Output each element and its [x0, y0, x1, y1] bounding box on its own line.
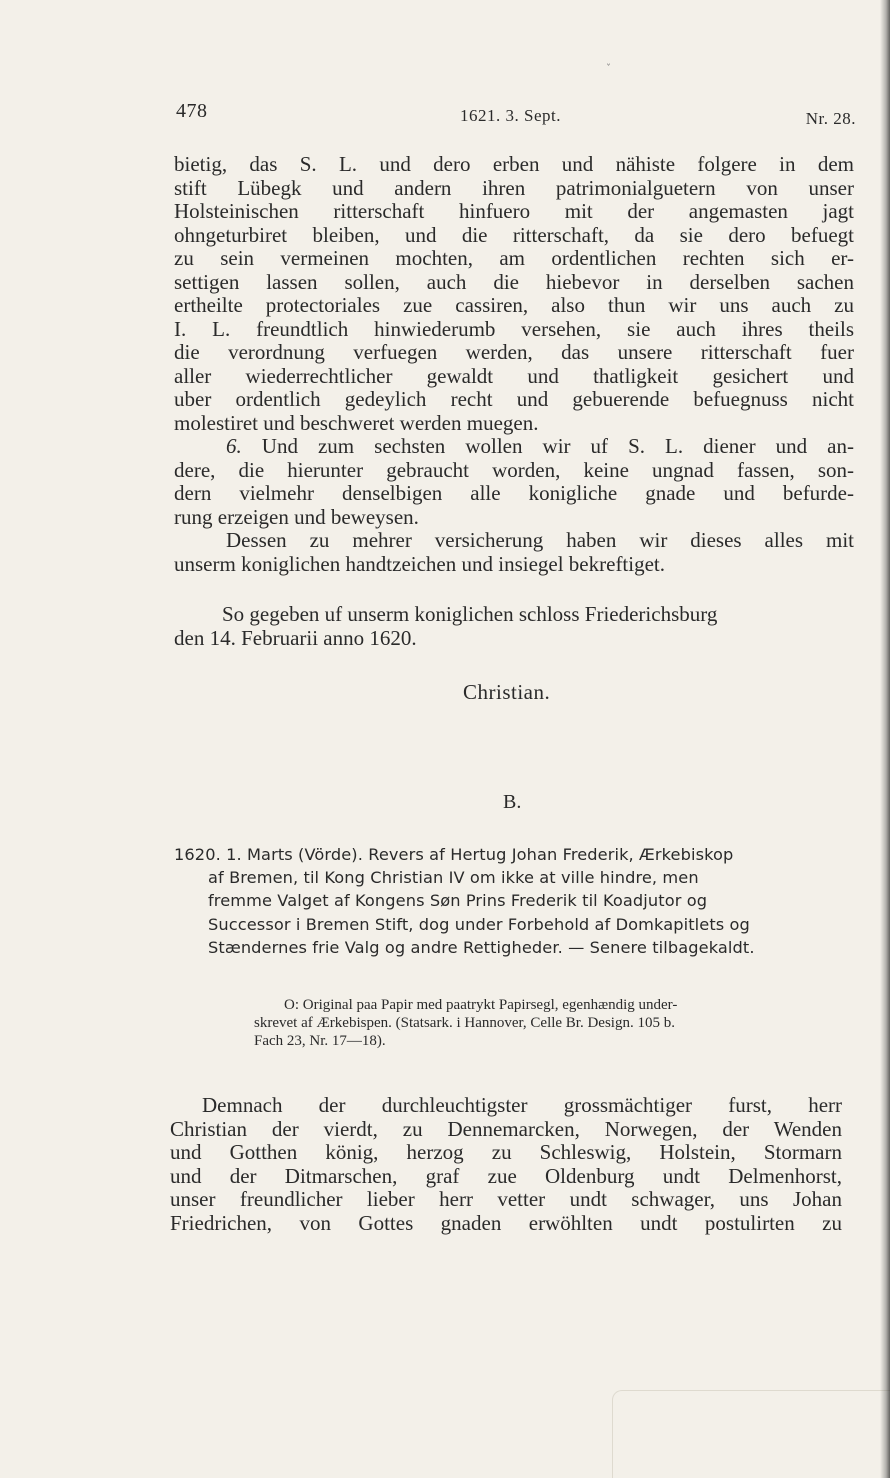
text-line: Demnach der durchleuchtigster grossmächtiger furst, herr — [202, 1093, 842, 1117]
regest-summary — [174, 843, 848, 959]
text-line: Friedrichen, von Gottes gnaden erwöhlten undt postulirten zu — [170, 1210, 842, 1235]
text-line: und Gotthen könig, herzog zu Schleswig, Holstein, Stormarn — [170, 1140, 842, 1165]
text-line: O: Original paa Papir med paatrykt Papirsegl, egenhændig under- — [284, 997, 678, 1013]
text-line: fremme Valget af Kongens Søn Prins Frederik til Koadjutor og — [208, 891, 708, 911]
document-number: Nr. 28. — [805, 109, 856, 128]
text-line: stift Lübegk und andern ihren patrimonialguetern von unser — [174, 175, 854, 200]
text-fragment: Und zum sechsten wollen wir uf S. L. diener und an- — [261, 434, 854, 458]
document-text — [170, 1094, 842, 1236]
text-line: zu sein vermeinen mochten, am ordentlichen rechten sich er- — [174, 246, 854, 270]
text-line: Fach 23, Nr. 17—18). — [254, 1033, 386, 1049]
text-line: uber ordentlich gedeylich recht und gebuerende befuegnuss nicht — [174, 387, 854, 411]
text-line: unserm koniglichen handtzeichen und insiegel bekreftiget. — [174, 551, 666, 576]
text-line: Successor i Bremen Stift, dog under Forbehold af Domkapitlets og — [208, 914, 750, 934]
signature: Christian. — [463, 680, 551, 704]
regest-date: 1620. — [174, 845, 221, 864]
text-line: I. L. freundtlich hinwiederumb versehen, sie auch ihres theils — [174, 316, 854, 341]
dating-clause — [174, 602, 854, 650]
text-line: und der Ditmarschen, graf zue Oldenburg undt Delmenhorst, — [170, 1163, 842, 1188]
running-header — [176, 100, 856, 130]
text-line: ertheilte protectoriales zue cassiren, also thun wir uns auch zu — [174, 293, 854, 317]
section-heading: B. — [503, 791, 522, 813]
text-line: settigen lassen sollen, auch die hiebevor in derselben sachen — [174, 269, 854, 294]
paragraph-6-first-line — [174, 435, 854, 459]
text-line: Stændernes frie Valg og andre Rettigheder. — Senere tilbagekaldt. — [208, 937, 755, 957]
text-line: bietig, das S. L. und dero erben und nähiste folgere in dem — [174, 152, 854, 176]
paragraph-number: 6. — [226, 434, 242, 458]
text-line: skrevet af Ærkebispen. (Statsark. i Hannover, Celle Br. Design. 105 b. — [254, 1015, 675, 1031]
text-line: ohngeturbiret bleiben, und die ritterschaft, da sie dero befuegt — [174, 222, 854, 247]
page-corner-shadow — [612, 1390, 890, 1478]
text-line: dere, die hierunter gebraucht worden, keine ungnad fassen, son- — [174, 457, 854, 482]
main-text-block — [174, 153, 854, 576]
text-line: So gegeben uf unserm koniglichen schloss Friederichsburg — [222, 602, 718, 626]
text-line: den 14. Februarii anno 1620. — [174, 626, 417, 650]
text-line: unser freundlicher lieber herr vetter undt schwager, uns Johan — [170, 1187, 842, 1212]
text-fragment: 1. Marts (Vörde). Revers af Hertug Johan Frederik, Ærkebiskop — [226, 845, 734, 864]
header-date: 1621. 3. Sept. — [460, 106, 561, 125]
faint-mark: ˇ — [606, 64, 611, 75]
source-note — [254, 996, 848, 1050]
text-line: rung erzeigen und beweysen. — [174, 504, 419, 529]
text-line: molestiret und beschweret werden muegen. — [174, 410, 539, 435]
text-line: aller wiederrechtlicher gewaldt und thatligkeit gesichert und — [174, 363, 854, 388]
page-edge-shadow — [880, 0, 890, 1478]
text-line: dern vielmehr denselbigen alle konigliche gnade und befurde- — [174, 481, 854, 505]
text-line: die verordnung verfuegen werden, das unsere ritterschaft fuer — [174, 340, 854, 364]
text-line: Holsteinischen ritterschaft hinfuero mit der angemasten jagt — [174, 199, 854, 223]
page-number: 478 — [176, 100, 208, 122]
regest-first-line — [174, 843, 848, 866]
text-line: Dessen zu mehrer versicherung haben wir dieses alles mit — [226, 528, 854, 552]
text-line: Christian der vierdt, zu Dennemarcken, Norwegen, der Wenden — [170, 1116, 842, 1141]
text-line: af Bremen, til Kong Christian IV om ikke at ville hindre, men — [208, 868, 699, 888]
